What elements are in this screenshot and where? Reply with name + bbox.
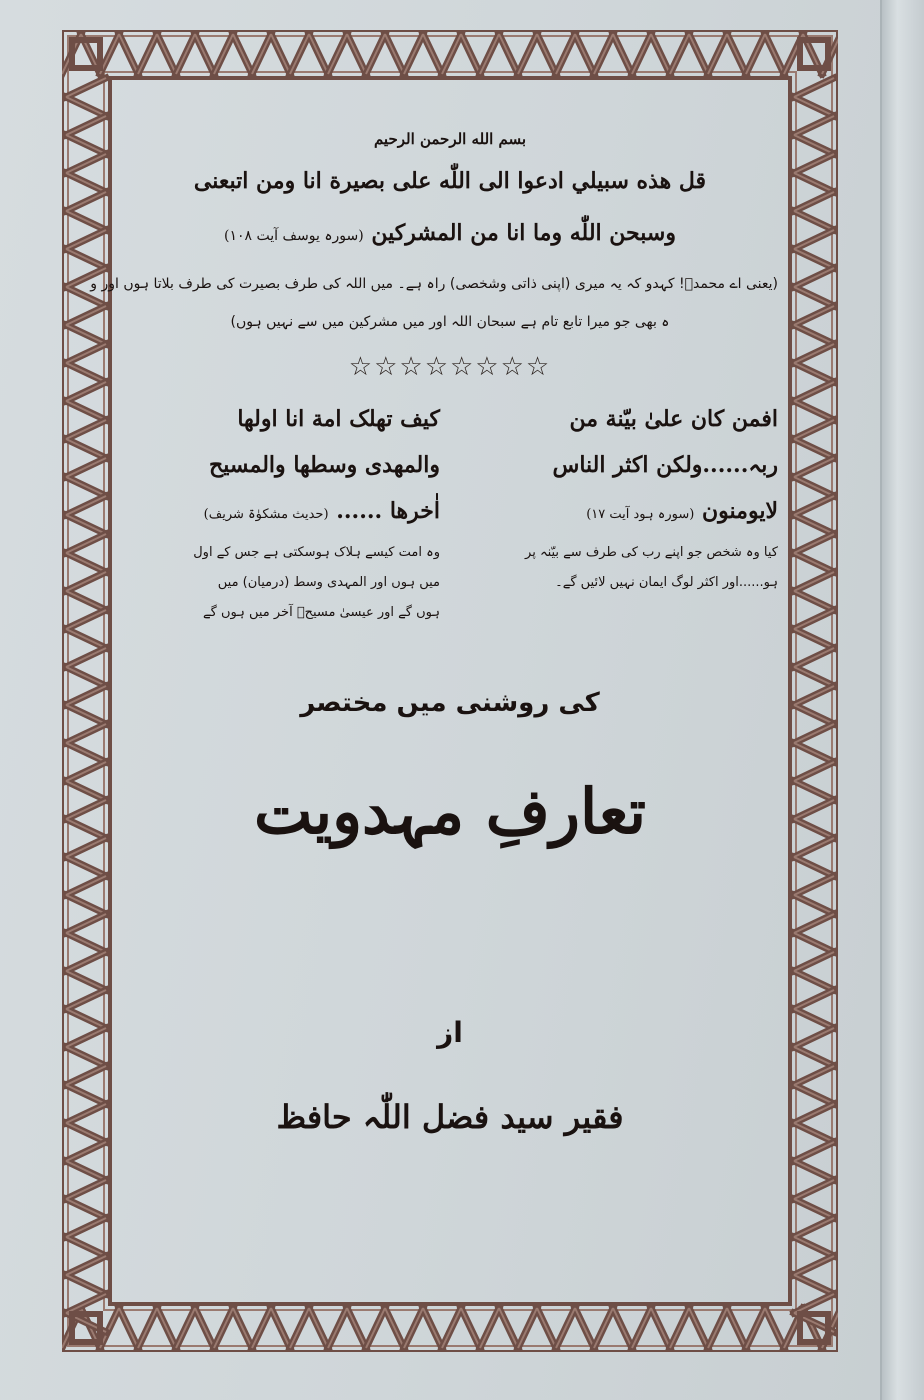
left-urdu-line-1: وہ امت کیسے ہلاک ہوسکتی ہے جس کے اول (193, 545, 440, 560)
bismillah: بسم الله الرحمن الرحيم (373, 130, 527, 148)
book-page-edge (880, 0, 924, 1400)
left-urdu-line-2: میں ہوں اور المہدی وسط (درمیان) میں (217, 575, 440, 590)
right-arabic-line-3 (460, 488, 778, 538)
translation-line-2: ہ بھی جو میرا تابع تام ہے سبحان اللہ اور میں مشرکین میں سے نہیں ہوں) (230, 314, 670, 330)
left-urdu-line-3: ہوں گے اور عیسیٰ مسیحؑ آخر میں ہوں گے (203, 605, 440, 620)
by-label: از (437, 1016, 463, 1049)
left-column (122, 396, 440, 628)
subtitle: کی روشنی میں مختصر (300, 688, 600, 718)
left-arabic-line-3-text: اٰخرها ...... (336, 498, 440, 524)
right-arabic-line-1: افمن کان علیٰ بیّنة من (569, 406, 778, 432)
left-arabic-line-2: والمهدی وسطها والمسیح (209, 452, 440, 478)
left-reference: (حدیث مشکوٰۃ شریف) (203, 507, 329, 522)
right-column (460, 396, 778, 598)
right-urdu-line-1: کیا وہ شخص جو اپنے رب کی طرف سے بیّنہ پر (525, 545, 778, 560)
right-arabic-line-3-text: لایومنون (702, 498, 778, 524)
star-divider: ☆☆☆☆☆☆☆☆ (348, 352, 552, 382)
translation-line-1: (یعنی اے محمدؐ! کہدو کہ یہ میری (اپنی ذاتی وشخصی) راہ ہے۔ میں اللہ کی طرف بصیرت کی طرف بلاتا ہوں اور و (90, 276, 778, 292)
quran-verse-line-1: قل هذه سبيلي ادعوا الى اللّٰه على بصيرة انا ومن اتبعنی (193, 168, 707, 194)
author-name: فقیر سید فضل اللّٰہ حافظ (276, 1098, 624, 1136)
quran-verse-line-2-text: وسبحن اللّٰه وما انا من المشرکین (371, 220, 676, 246)
quran-verse-line-2 (122, 220, 778, 246)
left-arabic-line-3 (122, 488, 440, 538)
right-urdu-line-2: ہو......اور اکثر لوگ ایمان نہیں لائیں گے۔ (555, 575, 778, 590)
right-arabic-line-2: ربہ......ولکن اکثر الناس (552, 452, 778, 478)
left-arabic-line-1: کیف تهلک امة انا اولها (237, 406, 440, 432)
page-content (90, 110, 778, 1280)
book-title: تعارفِ مہدویت (253, 775, 646, 848)
right-reference: (سورہ ہود آیت ۱۷) (586, 507, 695, 522)
verse-reference: (سورہ یوسف آیت ۱۰۸) (224, 228, 364, 244)
